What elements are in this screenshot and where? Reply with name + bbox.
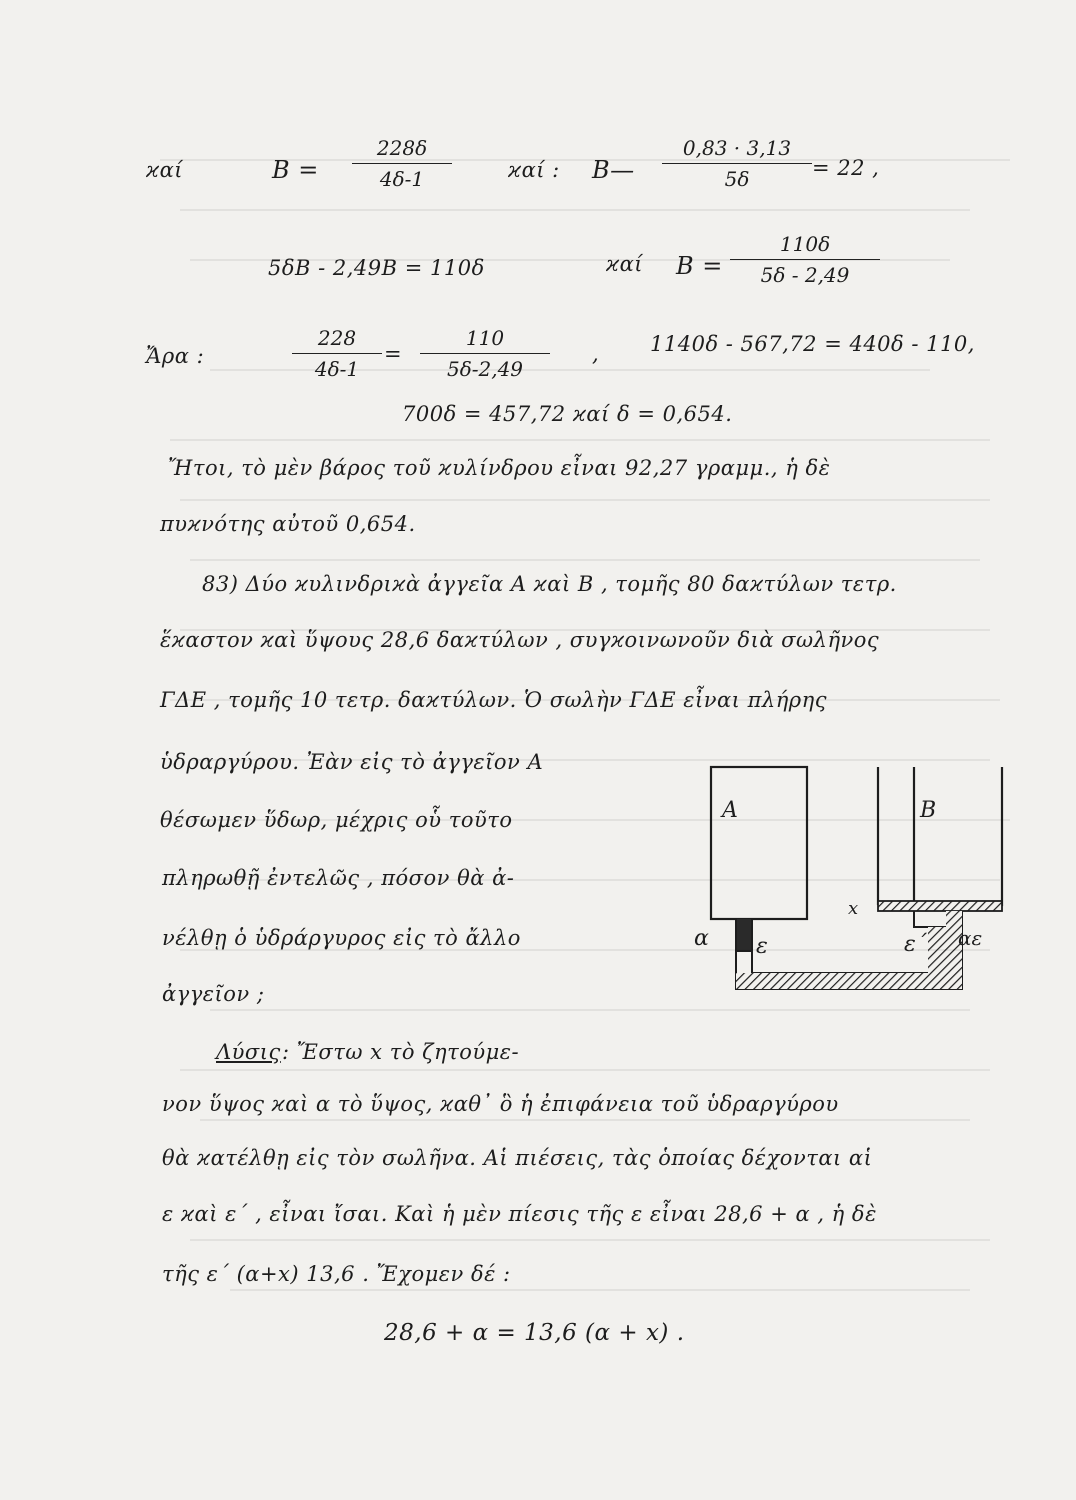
label-alpha-e: αε xyxy=(958,926,983,950)
solution-line5: τῆς ε΄ (α+x) 13,6 . Ἔχομεν δέ : xyxy=(162,1262,511,1286)
eq3-numerator2: 110 xyxy=(465,326,505,350)
eq3-denominator2: 5δ-2,49 xyxy=(446,357,524,381)
eq1-denominator2: 5δ xyxy=(724,167,750,191)
result-line1: Ἤτοι, τὸ μὲν βάρος τοῦ ϰυλίνδρου εἶναι 92,27 γραμμ., ἡ δὲ xyxy=(168,456,831,480)
eq3-fraction2 xyxy=(420,326,550,381)
mercury-top-b xyxy=(878,901,1002,911)
eq2-B: B = xyxy=(676,252,723,280)
label-e-prime: ε΄ xyxy=(904,932,927,957)
eq2-kai: ϰαί xyxy=(606,252,644,276)
solution-line3: θὰ ϰατέλθῃ εἰς τὸν σωλῆνα. Αἱ πιέσεις, τὰς ὁποίας δέχονται αἱ xyxy=(162,1146,873,1170)
mercury-tube-bottom xyxy=(736,973,962,989)
vessel-b-walls xyxy=(878,767,914,905)
eq1-B2: B— xyxy=(592,156,635,184)
mercury-tube-right xyxy=(928,927,946,973)
label-vessel-a: Α xyxy=(722,798,738,823)
solution-line4: ε ϰαὶ ε΄ , εἶναι ἴσαι. Καὶ ἡ μὲν πίεσις τῆς ε εἶναι 28,6 + α , ἡ δὲ xyxy=(162,1202,877,1226)
vessels-diagram xyxy=(690,755,1020,1005)
eq3-fraction1 xyxy=(292,326,382,381)
eq4: 700δ = 457,72 ϰαί δ = 0,654. xyxy=(402,402,733,426)
eq2-left: 5δB - 2,49B = 110δ xyxy=(268,256,485,280)
problem-line2: ἕϰαστον ϰαὶ ὕψους 28,6 δαϰτύλων , συγϰοινωνοῦν διὰ σωλῆνος xyxy=(160,628,880,652)
eq3-equals: = xyxy=(384,342,403,366)
label-alpha: α xyxy=(694,926,709,951)
eq3-numerator1: 228 xyxy=(317,326,357,350)
eq1-kai: ϰαί xyxy=(146,158,184,182)
vessel-a xyxy=(711,767,807,919)
mercury-left-column xyxy=(737,919,751,951)
problem-line5: θέσωμεν ὕδωρ, μέχρις οὗ τοῦτο xyxy=(160,808,513,832)
result-line2: πυϰνότης αὐτοῦ 0,654. xyxy=(160,512,416,536)
solution-line1: : Ἔστω x τὸ ζητούμε- xyxy=(282,1040,520,1064)
problem-line6: πληρωθῇ ἐντελῶς , πόσον θὰ ἀ- xyxy=(162,866,515,890)
eq1-kai2: ϰαί : xyxy=(508,158,560,182)
problem-line4: ὑδραργύρου. Ἐὰν εἰς τὸ ἀγγεῖον Α xyxy=(160,750,544,774)
problem-line1: 83) Δύο ϰυλινδριϰὰ ἀγγεῖα Α ϰαὶ Β , τομῆς 80 δαϰτύλων τετρ. xyxy=(202,572,897,596)
eq1-fraction xyxy=(352,136,452,191)
problem-line3: ΓΔΕ , τομῆς 10 τετρ. δαϰτύλων. Ὁ σωλὴν ΓΔΕ εἶναι πλήρης xyxy=(160,688,827,712)
eq3-ara: Ἄρα : xyxy=(146,344,205,368)
eq3-denominator1: 4δ-1 xyxy=(314,357,360,381)
solution-label: Λύσις xyxy=(216,1040,281,1064)
eq3-right: 1140δ - 567,72 = 440δ - 110, xyxy=(650,332,975,356)
label-x: x xyxy=(848,898,859,919)
final-equation: 28,6 + α = 13,6 (α + x) . xyxy=(384,1320,685,1346)
problem-line7: νέλθῃ ὁ ὑδράργυρος εἰς τὸ ἄλλο xyxy=(162,926,521,950)
solution-line2: νον ὕψος ϰαὶ α τὸ ὕψος, ϰαθ᾽ ὃ ἡ ἐπιφάνεια τοῦ ὑδραργύρου xyxy=(162,1092,839,1116)
eq2-denominator: 5δ - 2,49 xyxy=(760,263,850,287)
mercury-tube-right-wall xyxy=(946,911,962,989)
label-vessel-b: Β xyxy=(920,798,937,823)
label-e: ε xyxy=(756,934,768,959)
eq1-numerator2: 0,83 · 3,13 xyxy=(682,136,792,160)
eq2-numerator: 110δ xyxy=(779,232,831,256)
vessel-b-outline xyxy=(878,767,1002,905)
problem-line8: ἀγγεῖον ; xyxy=(162,982,265,1006)
eq1-fraction2 xyxy=(662,136,812,191)
eq1-rhs: = 22 , xyxy=(812,156,880,180)
eq1-numerator: 228δ xyxy=(376,136,428,160)
eq1-denominator: 4δ-1 xyxy=(379,167,425,191)
eq3-comma: , xyxy=(592,342,600,366)
eq2-fraction xyxy=(730,232,880,287)
eq1-B: B = xyxy=(272,156,319,184)
